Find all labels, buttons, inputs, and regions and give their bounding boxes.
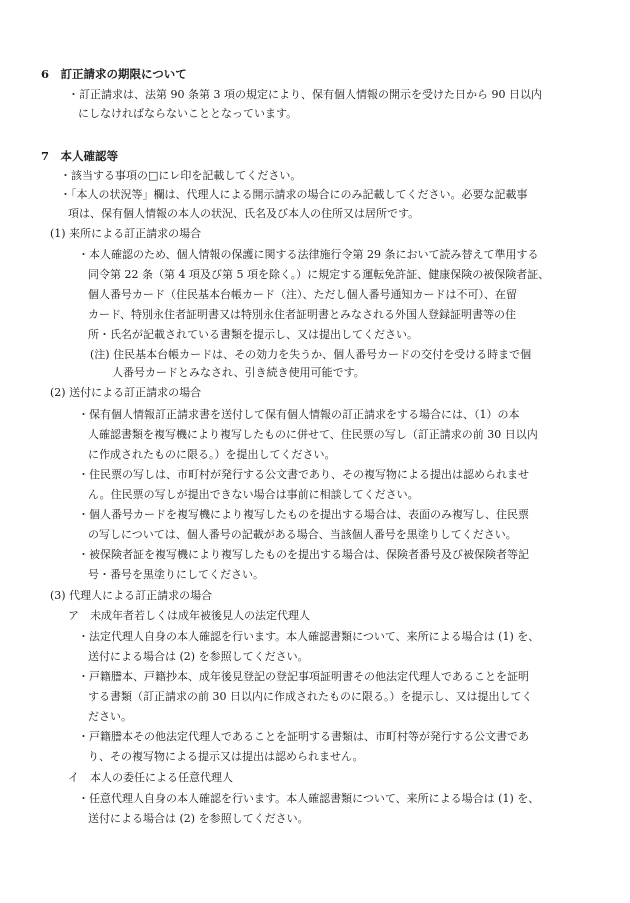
subsection-2-line-4: ・住民票の写しは、市町村が発行する公文書であり、その複写物による提出は認められませ [78, 468, 529, 481]
subsection-2-line-3: に作成されたものに限る。）を提出してください。 [88, 448, 336, 461]
subsection-3-i-line-1: ・任意代理人自身の本人確認を行います。本人確認書類について、来所による場合は (1) を、 [78, 792, 540, 805]
subsection-2-line-1: ・保有個人情報訂正請求書を送付して保有個人情報の訂正請求をする場合には、（1）の本 [78, 408, 520, 421]
section-7-intro-1: ・該当する事項の□にレ印を記載してください。 [60, 169, 302, 182]
section-7-intro-2: ・「本人の状況等」欄は、代理人による開示請求の場合にのみ記載してください。必要な記載事 [60, 188, 528, 201]
subsection-3-i-line-2: 送付による場合は (2) を参照してください。 [88, 812, 309, 825]
subsection-2-line-9: 号・番号を黒塗りにしてください。 [88, 568, 264, 581]
subsection-2-line-5: ん。住民票の写しが提出できない場合は事前に相談してください。 [88, 488, 419, 501]
subsection-1-line-4: カード、特別永住者証明書又は特別永住者証明書とみなされる外国人登録証明書等の住 [88, 308, 517, 321]
subsection-2-line-2: 人確認書類を複写機により複写したものに併せて、住民票の写し（訂正請求の前 30 日以内 [88, 428, 538, 441]
subsection-3-i-heading: イ 本人の委任による任意代理人 [68, 771, 233, 784]
subsection-3-a-line-3: ・戸籍謄本、戸籍抄本、成年後見登記の登記事項証明書その他法定代理人であることを証明 [78, 670, 529, 683]
subsection-3-heading: (3) 代理人による訂正請求の場合 [50, 589, 213, 602]
section-6-heading: 6 訂正請求の期限について [41, 67, 187, 81]
subsection-2-line-6: ・個人番号カードを複写機により複写したものを提出する場合は、表面のみ複写し、住民票 [78, 508, 529, 521]
subsection-1-note-2: 人番号カードとみなされ、引き続き使用可能です。 [112, 366, 365, 379]
subsection-2-line-7: の写しについては、個人番号の記載がある場合、当該個人番号を黒塗りしてください。 [88, 528, 517, 541]
subsection-3-a-line-7: り、その複写物による提示又は提出は認められません。 [88, 750, 364, 763]
subsection-1-heading: (1) 来所による訂正請求の場合 [50, 227, 202, 240]
subsection-3-a-heading: ア 未成年者若しくは成年被後見人の法定代理人 [68, 609, 310, 622]
section-6-line-2: にしなければならないこととなっています。 [78, 107, 298, 120]
subsection-2-line-8: ・被保険者証を複写機により複写したものを提出する場合は、保険者番号及び被保険者等記 [78, 548, 529, 561]
subsection-3-a-line-5: ださい。 [88, 710, 132, 723]
subsection-2-heading: (2) 送付による訂正請求の場合 [50, 386, 202, 399]
section-7-heading: 7 本人確認等 [41, 149, 119, 163]
subsection-1-line-3: 個人番号カード（住民基本台帳カード（注）、ただし個人番号通知カードは不可）、在留 [88, 288, 517, 301]
subsection-1-note-1: (注) 住民基本台帳カードは、その効力を失うか、個人番号カードの交付を受ける時まで個 [90, 348, 532, 361]
subsection-1-line-1: ・本人確認のため、個人情報の保護に関する法律施行令第 29 条において読み替えて準用する [78, 248, 539, 261]
subsection-3-a-line-4: する書類（訂正請求の前 30 日以内に作成されたものに限る。）を提示し、又は提出してく [88, 690, 533, 703]
subsection-1-line-5: 所・氏名が記載されている書類を提示し、又は提出してください。 [88, 328, 418, 341]
section-6-line-1: ・訂正請求は、法第 90 条第 3 項の規定により、保有個人情報の開示を受けた日から 90 日以内 [68, 88, 542, 101]
section-7-intro-3: 項は、保有個人情報の本人の状況、氏名及び本人の住所又は居所です。 [68, 207, 420, 220]
subsection-1-line-2: 同令第 22 条（第 4 項及び第 5 項を除く。）に規定する運転免許証、健康保険の被保険者証、 [88, 268, 550, 281]
subsection-3-a-line-2: 送付による場合は (2) を参照してください。 [88, 650, 309, 663]
subsection-3-a-line-1: ・法定代理人自身の本人確認を行います。本人確認書類について、来所による場合は (1) を、 [78, 630, 540, 643]
subsection-3-a-line-6: ・戸籍謄本その他法定代理人であることを証明する書類は、市町村等が発行する公文書であ [78, 730, 529, 743]
